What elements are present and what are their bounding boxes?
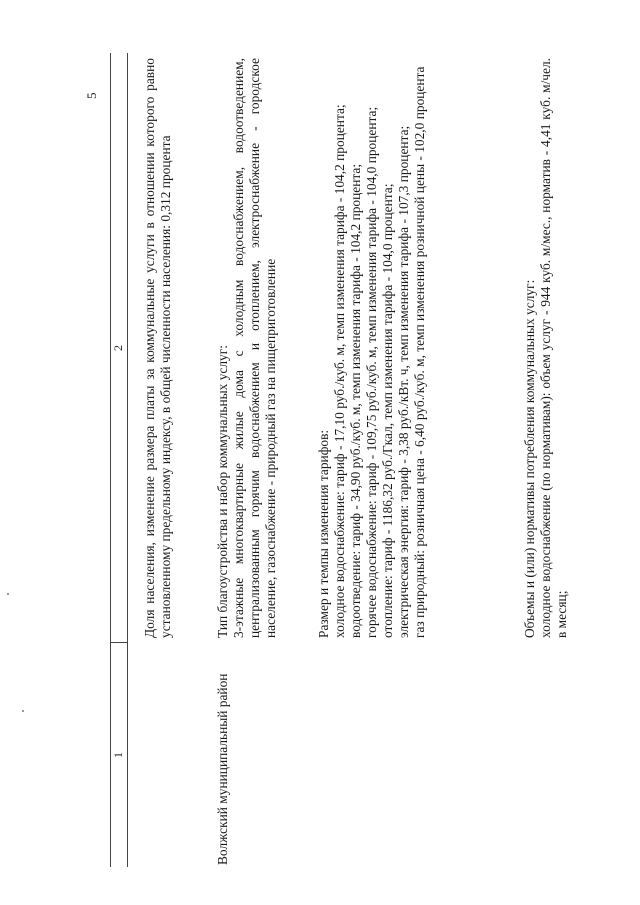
population-share-paragraph: Доля населения, изменение размера платы за коммунальные услуги в отношении которого равно установленному предельному индексу, в общей численности населения: 0,312 процента — [142, 58, 173, 638]
scan-speck — [22, 710, 24, 712]
norms-heading: Объемы и (или) нормативы потребления коммунальных услуг: — [522, 279, 537, 638]
tariff-electricity: электрическая энергия: тариф - 3,38 руб./кВт. ч, темп изменения тарифа - 107,3 процента; — [396, 125, 411, 638]
tariff-cold-water: холодное водоснабжение: тариф - 17,10 руб./куб. м, темп изменения тарифа - 104,2 процента; — [332, 104, 347, 638]
district-name: Волжский муниципальный район — [215, 673, 230, 865]
amenity-type-block — [215, 58, 279, 638]
tariff-wastewater: водоотведение: тариф - 34,90 руб./куб. м, темп изменения тарифа - 104,2 процента; — [348, 163, 363, 638]
norm-cold-water: холодное водоснабжение (по нормативам): объем услуг - 944 куб. м/мес., норматив - 4,41 куб. м/чел. в месяц; — [538, 58, 569, 638]
amenity-type-description: 3-этажные многоквартирные жилые дома с холодным водоснабжением, водоотведением, централизованным горячим водоснабжением и отоплением, электроснабжение - городское население, газоснабжение - природный газ на пищеприготовление — [231, 58, 278, 638]
amenity-type-heading: Тип благоустройства и набор коммунальных услуг: — [215, 345, 230, 638]
consumption-norms-block — [522, 58, 570, 638]
tariff-hot-water: горячее водоснабжение: тариф - 109,75 руб./куб. м, темп изменения тарифа - 104,0 процента; — [364, 106, 379, 638]
page-number: 5 — [84, 92, 99, 99]
tariff-natural-gas: газ природный: розничная цена - 6,40 руб./куб. м, темп изменения розничной цены - 102,0 процента — [412, 66, 427, 638]
tariff-heating: отопление: тариф - 1186,32 руб./Гкал, темп изменения тарифа - 104,0 процента; — [380, 183, 395, 638]
population-share-text — [142, 58, 174, 638]
header-row-divider — [127, 53, 128, 867]
column-2-header: 2 — [111, 345, 125, 351]
column-1-header: 1 — [111, 752, 125, 758]
tariffs-heading: Размер и темпы изменения тарифов: — [316, 429, 331, 638]
scan-speck — [7, 593, 9, 595]
tariffs-block — [316, 58, 428, 638]
